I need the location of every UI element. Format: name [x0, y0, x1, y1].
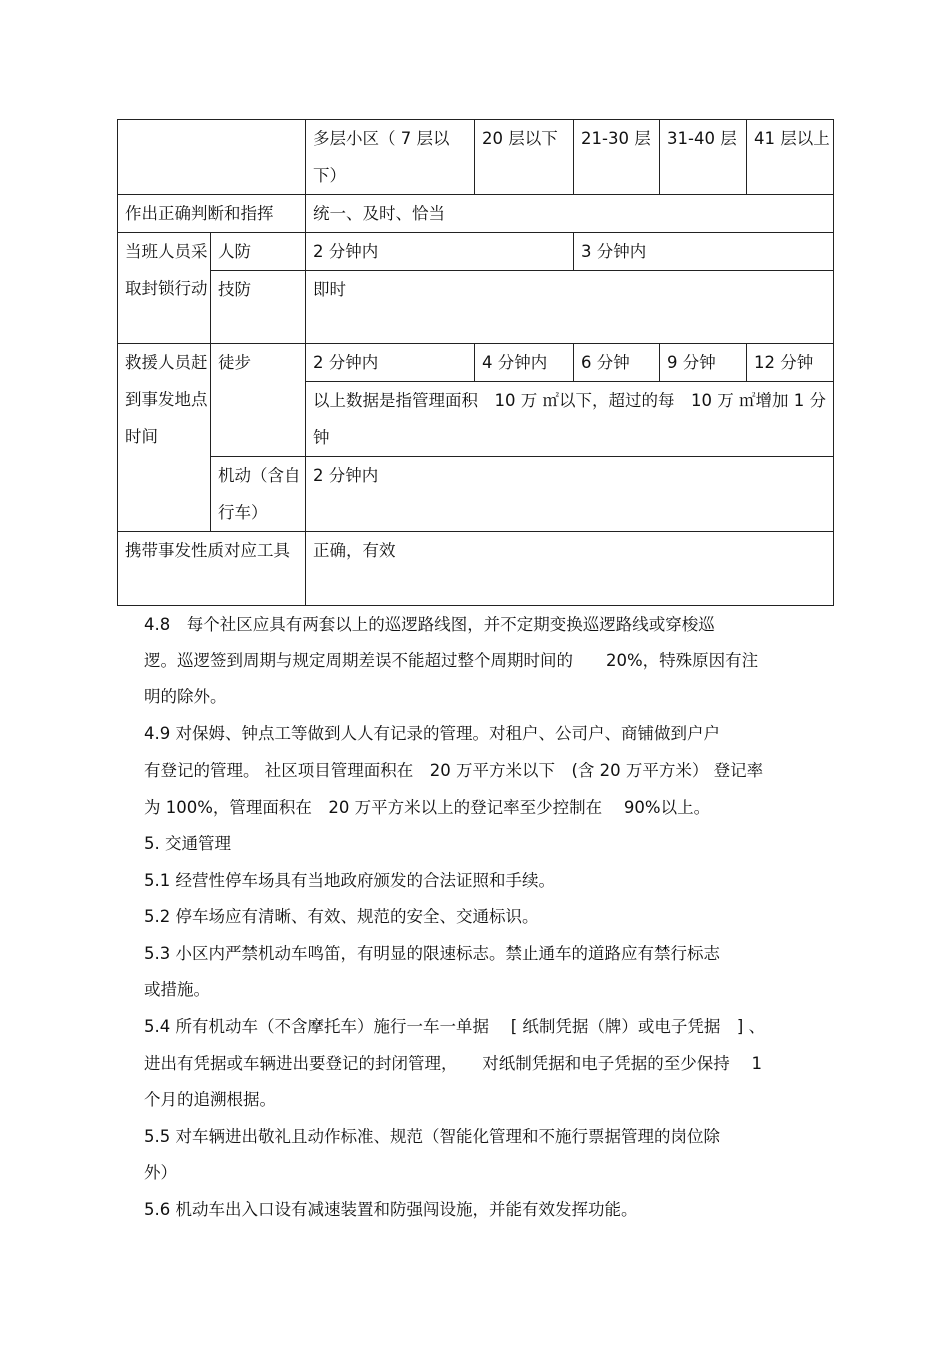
renfang-low-value: 2 分钟内 — [306, 233, 574, 271]
tools-value: 正确，有效 — [306, 532, 834, 606]
paragraph-line: 5.2 停车场应有清晰、有效、规范的安全、交通标识。 — [144, 907, 539, 926]
table-row — [118, 195, 834, 233]
paragraph-line: 外） — [144, 1163, 177, 1182]
table-header-row — [118, 120, 834, 195]
walk-value-31-40: 9 分钟 — [660, 344, 747, 382]
response-time-table — [117, 119, 834, 606]
paragraph-line: 4.9 对保姆、钟点工等做到人人有记录的管理。对租户、公司户、商铺做到户户 — [144, 724, 720, 743]
table-row — [118, 271, 834, 344]
rescue-label: 救援人员赶到事发地点时间 — [118, 344, 211, 532]
section-heading: 5. 交通管理 — [144, 834, 231, 853]
header-under-20: 20 层以下 — [475, 120, 574, 195]
motor-label: 机动（含自行车） — [211, 457, 306, 532]
paragraph-line: 逻。巡逻签到周期与规定周期差误不能超过整个周期时间的 20%，特殊原因有注 — [144, 651, 759, 670]
jifang-label: 技防 — [211, 271, 306, 344]
paragraph-line: 5.1 经营性停车场具有当地政府颁发的合法证照和手续。 — [144, 871, 555, 890]
header-21-30: 21-30 层 — [574, 120, 660, 195]
renfang-high-value: 3 分钟内 — [574, 233, 834, 271]
paragraph-line: 5.6 机动车出入口设有减速装置和防强闯设施，并能有效发挥功能。 — [144, 1200, 638, 1219]
walk-value-21-30: 6 分钟 — [574, 344, 660, 382]
jifang-value: 即时 — [306, 271, 834, 344]
paragraph-line: 进出有凭据或车辆进出要登记的封闭管理， 对纸制凭据和电子凭据的至少保持 1 — [144, 1054, 762, 1073]
paragraph-line: 5.3 小区内严禁机动车鸣笛，有明显的限速标志。禁止通车的道路应有禁行标志 — [144, 944, 720, 963]
table-row — [118, 532, 834, 606]
paragraph-line: 5.5 对车辆进出敬礼且动作标准、规范（智能化管理和不施行票据管理的岗位除 — [144, 1127, 720, 1146]
paragraph-line: 或措施。 — [144, 980, 210, 999]
paragraph-line: 个月的追溯根据。 — [144, 1090, 276, 1109]
walk-value-20: 4 分钟内 — [475, 344, 574, 382]
motor-value: 2 分钟内 — [306, 457, 834, 532]
table-row — [118, 344, 834, 382]
paragraph-line: 5.4 所有机动车（不含摩托车）施行一车一单据 [ 纸制凭据（牌）或电子凭据 ] 、 — [144, 1017, 766, 1036]
header-41-plus: 41 层以上 — [747, 120, 834, 195]
walk-label: 徒步 — [211, 344, 306, 457]
paragraph-line: 明的除外。 — [144, 687, 227, 706]
renfang-label: 人防 — [211, 233, 306, 271]
paragraph-line: 4.8 每个社区应具有两套以上的巡逻路线图，并不定期变换巡逻路线或穿梭巡 — [144, 615, 715, 634]
judgment-label: 作出正确判断和指挥 — [118, 195, 306, 233]
paragraph-line: 为 100%，管理面积在 20 万平方米以上的登记率至少控制在 90%以上。 — [144, 798, 711, 817]
lockdown-label: 当班人员采取封锁行动 — [118, 233, 211, 344]
header-multi-storey: 多层小区（ 7 层以下） — [306, 120, 475, 195]
table-row — [118, 457, 834, 532]
paragraph-line: 有登记的管理。 社区项目管理面积在 20 万平方米以下 (含 20 万平方米） 登记率 — [144, 761, 764, 780]
walk-value-41: 12 分钟 — [747, 344, 834, 382]
header-31-40: 31-40 层 — [660, 120, 747, 195]
walk-value-multi: 2 分钟内 — [306, 344, 475, 382]
table-corner-cell — [118, 120, 306, 195]
judgment-value: 统一、及时、恰当 — [306, 195, 834, 233]
area-note: 以上数据是指管理面积 10 万 ㎡以下，超过的每 10 万 ㎡增加 1 分钟 — [306, 382, 834, 457]
table-row — [118, 233, 834, 271]
tools-label: 携带事发性质对应工具 — [118, 532, 306, 606]
